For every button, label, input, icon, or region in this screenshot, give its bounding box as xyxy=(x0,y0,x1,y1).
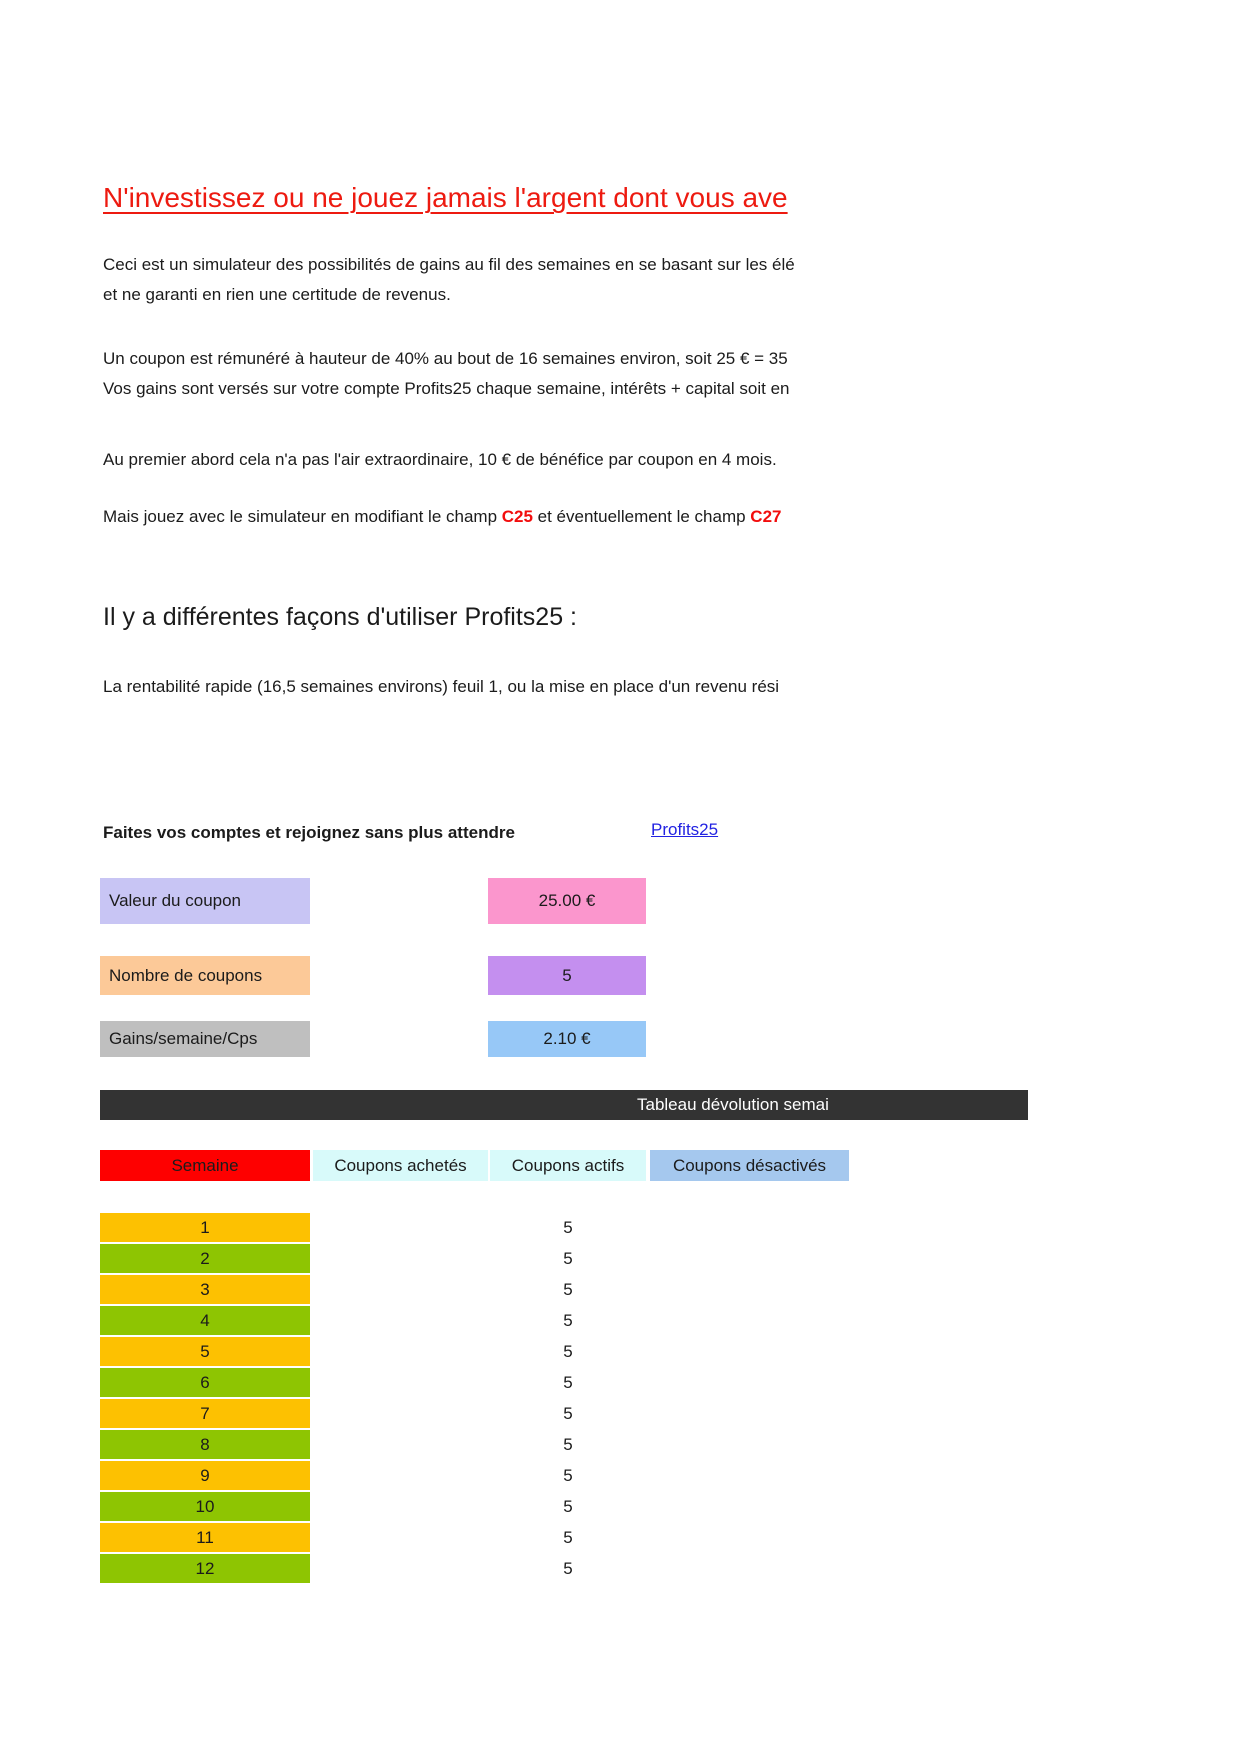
table-row xyxy=(0,1492,1241,1521)
coupons-actifs-cell: 5 xyxy=(563,1248,573,1268)
table-banner-title: Tableau dévolution semai xyxy=(637,1095,829,1114)
field-value-gains-semaine-cps[interactable]: 2.10 € xyxy=(488,1021,646,1057)
c25-field-ref: C25 xyxy=(501,507,533,526)
coupon-info-line-2: Vos gains sont versés sur votre compte Profits25 chaque semaine, intérêts + capital soit en xyxy=(103,379,790,398)
coupons-actifs-cell: 5 xyxy=(563,1496,573,1516)
coupons-actifs-cell: 5 xyxy=(563,1403,573,1423)
coupons-actifs-cell: 5 xyxy=(563,1341,573,1361)
table-row xyxy=(0,1368,1241,1397)
semaine-cell: 8 xyxy=(100,1430,310,1459)
column-header-coupons-desactives: Coupons désactivés xyxy=(650,1150,849,1181)
intro-line-1: Ceci est un simulateur des possibilités de gains au fil des semaines en se basant sur les élé xyxy=(103,255,795,274)
field-label-valeur-du-coupon: Valeur du coupon xyxy=(100,878,310,924)
profits25-link[interactable]: Profits25 xyxy=(651,820,719,839)
coupons-actifs-cell: 5 xyxy=(563,1217,573,1237)
intro-line-2: et ne garanti en rien une certitude de revenus. xyxy=(103,285,451,304)
semaine-cell: 6 xyxy=(100,1368,310,1397)
table-row xyxy=(0,1523,1241,1552)
semaine-cell: 10 xyxy=(100,1492,310,1521)
semaine-cell: 12 xyxy=(100,1554,310,1583)
table-banner xyxy=(100,1090,1028,1120)
cta-text: Faites vos comptes et rejoignez sans plus attendre xyxy=(103,823,515,842)
column-header-semaine: Semaine xyxy=(100,1150,310,1181)
coupons-actifs-cell: 5 xyxy=(563,1465,573,1485)
field-value-nombre-de-coupons[interactable]: 5 xyxy=(488,956,646,995)
weeks-table xyxy=(0,1213,1241,1583)
coupons-actifs-cell: 5 xyxy=(563,1527,573,1547)
section-heading: Il y a différentes façons d'utiliser Profits25 : xyxy=(103,603,577,631)
field-label-gains-semaine-cps: Gains/semaine/Cps xyxy=(100,1021,310,1057)
coupon-info-line-1: Un coupon est rémunéré à hauteur de 40% au bout de 16 semaines environ, soit 25 € = 35 xyxy=(103,349,788,368)
table-row xyxy=(0,1430,1241,1459)
column-header-coupons-actifs: Coupons actifs xyxy=(490,1150,646,1181)
hint-text-middle: et éventuellement le champ xyxy=(532,507,751,526)
simulator-hint-line xyxy=(103,502,851,532)
semaine-cell: 2 xyxy=(100,1244,310,1273)
semaine-cell: 7 xyxy=(100,1399,310,1428)
semaine-cell: 9 xyxy=(100,1461,310,1490)
semaine-cell: 1 xyxy=(100,1213,310,1242)
semaine-cell: 5 xyxy=(100,1337,310,1366)
coupons-actifs-cell: 5 xyxy=(563,1372,573,1392)
coupons-actifs-cell: 5 xyxy=(563,1279,573,1299)
table-row xyxy=(0,1244,1241,1273)
table-row xyxy=(0,1306,1241,1335)
table-row xyxy=(0,1461,1241,1490)
field-value-valeur-du-coupon[interactable]: 25.00 € xyxy=(488,878,646,924)
table-row xyxy=(0,1275,1241,1304)
observation-line: Au premier abord cela n'a pas l'air extraordinaire, 10 € de bénéfice par coupon en 4 mois. xyxy=(103,450,777,469)
coupons-actifs-cell: 5 xyxy=(563,1310,573,1330)
table-row xyxy=(0,1213,1241,1242)
usage-line: La rentabilité rapide (16,5 semaines environs) feuil 1, ou la mise en place d'un revenu rési xyxy=(103,677,780,696)
field-label-nombre-de-coupons: Nombre de coupons xyxy=(100,956,310,995)
table-row xyxy=(0,1337,1241,1366)
semaine-cell: 11 xyxy=(100,1523,310,1552)
c27-field-ref: C27 xyxy=(750,507,782,526)
hint-text-before: Mais jouez avec le simulateur en modifiant le champ xyxy=(103,507,502,526)
coupons-actifs-cell: 5 xyxy=(563,1558,573,1578)
page-title: N'investissez ou ne jouez jamais l'argent dont vous ave xyxy=(103,182,788,213)
column-header-coupons-achetes: Coupons achetés xyxy=(313,1150,488,1181)
table-row xyxy=(0,1554,1241,1583)
semaine-cell: 4 xyxy=(100,1306,310,1335)
coupons-actifs-cell: 5 xyxy=(563,1434,573,1454)
semaine-cell: 3 xyxy=(100,1275,310,1304)
table-row xyxy=(0,1399,1241,1428)
